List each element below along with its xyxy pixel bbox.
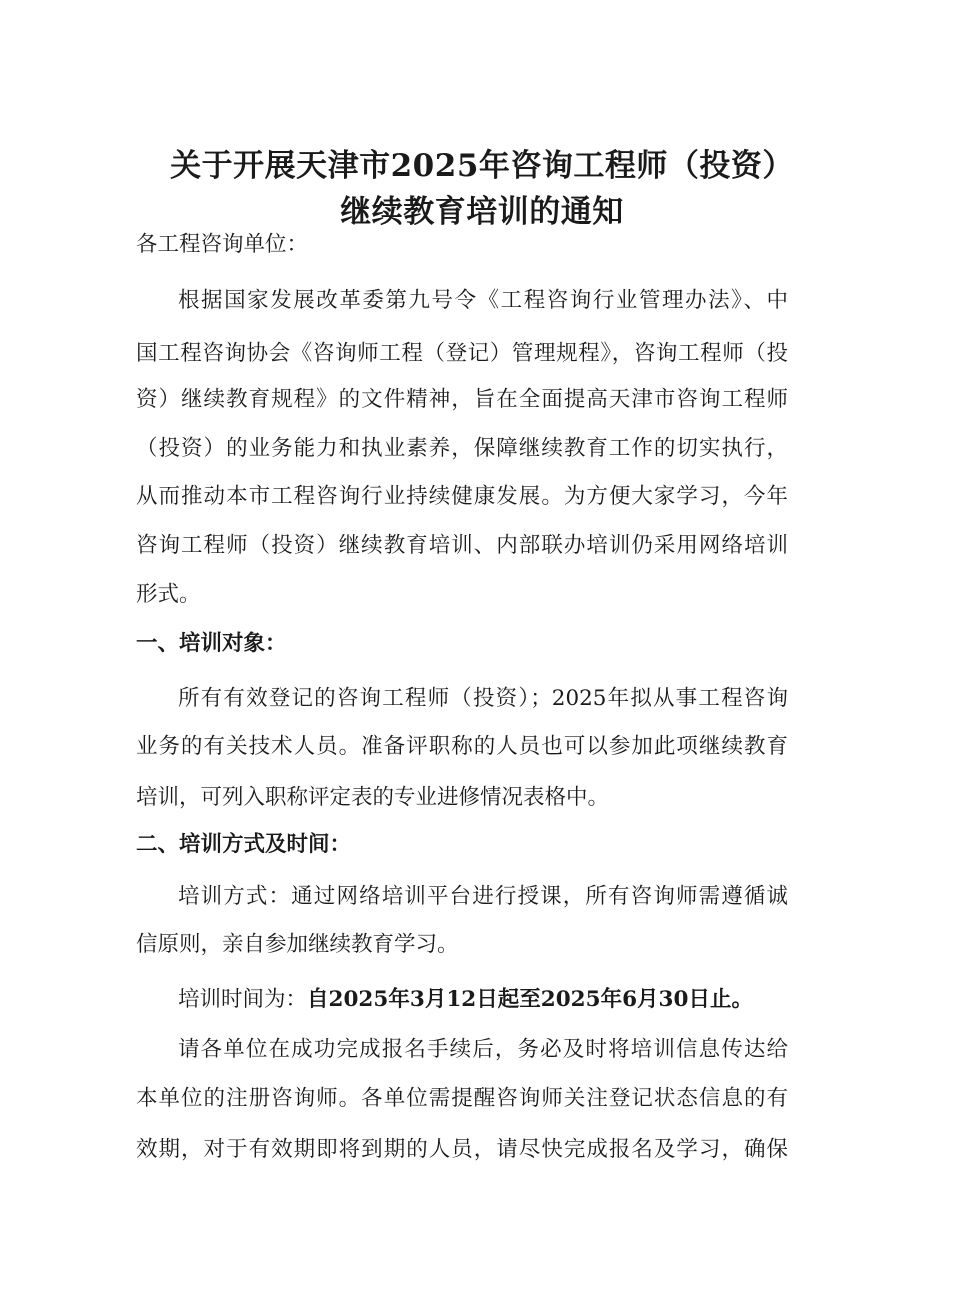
notice-line: 本单位的注册咨询师。各单位需提醒咨询师关注登记状态信息的有 xyxy=(136,1086,788,1111)
training-method-line: 信原则，亲自参加继续教育学习。 xyxy=(136,932,459,957)
section-2-heading: 二、培训方式及时间： xyxy=(136,832,352,857)
salutation: 各工程咨询单位： xyxy=(136,232,309,257)
training-time-label: 培训时间为： xyxy=(178,987,308,1012)
document-title-line-2: 继续教育培训的通知 xyxy=(340,194,624,230)
intro-line: 形式。 xyxy=(136,582,201,607)
intro-line: 资）继续教育规程》的文件精神，旨在全面提高天津市咨询工程师 xyxy=(136,387,788,412)
notice-line: 请各单位在成功完成报名手续后，务必及时将培训信息传达给 xyxy=(178,1037,788,1062)
training-method-line: 培训方式：通过网络培训平台进行授课，所有咨询师需遵循诚 xyxy=(178,884,788,909)
section-1-line: 培训，可列入职称评定表的专业进修情况表格中。 xyxy=(136,785,610,810)
training-time-value: 自2025年3月12日起至2025年6月30日止。 xyxy=(307,987,753,1012)
intro-line: 从而推动本市工程咨询行业持续健康发展。为方便大家学习，今年 xyxy=(136,484,788,509)
notice-line: 效期，对于有效期即将到期的人员，请尽快完成报名及学习，确保 xyxy=(136,1137,788,1162)
section-1-line: 所有有效登记的咨询工程师（投资）；2025年拟从事工程咨询 xyxy=(178,686,788,711)
intro-line: 国工程咨询协会《咨询师工程（登记）管理规程》，咨询工程师（投 xyxy=(136,341,788,366)
intro-line: （投资）的业务能力和执业素养，保障继续教育工作的切实执行， xyxy=(136,436,788,461)
section-1-line: 业务的有关技术人员。准备评职称的人员也可以参加此项继续教育 xyxy=(136,734,788,759)
intro-line: 咨询工程师（投资）继续教育培训、内部联办培训仍采用网络培训 xyxy=(136,533,788,558)
intro-line: 根据国家发展改革委第九号令《工程咨询行业管理办法》、中 xyxy=(178,288,788,313)
document-title-line-1: 关于开展天津市2025年咨询工程师（投资） xyxy=(170,148,794,184)
section-1-heading: 一、培训对象： xyxy=(136,631,287,656)
training-time xyxy=(178,985,788,1015)
